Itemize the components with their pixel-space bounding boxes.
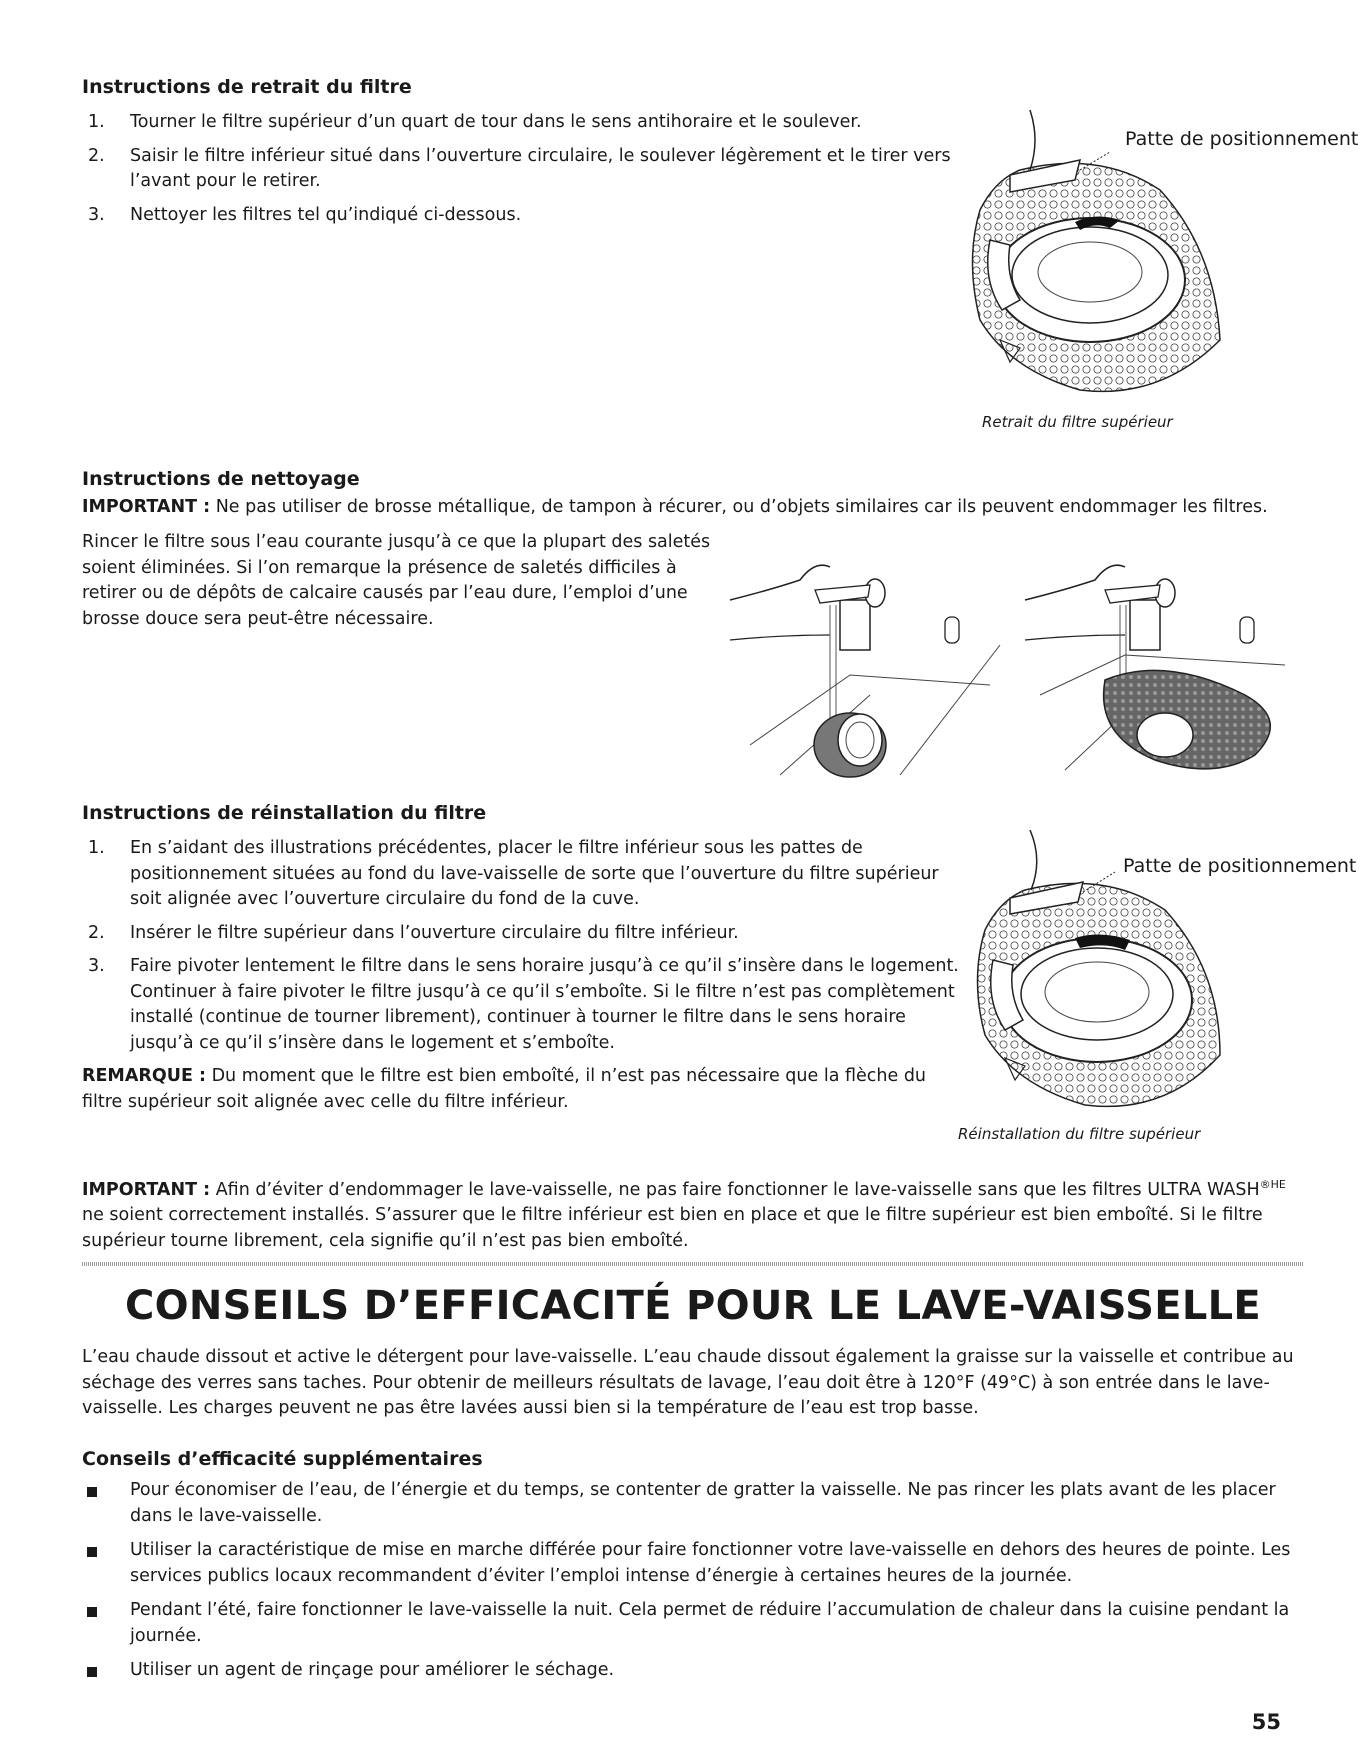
reinstall-figure-label: Patte de positionnement xyxy=(1123,855,1357,877)
list-item: 2. Insérer le filtre supérieur dans l’ouverture circulaire du filtre inférieur. xyxy=(88,922,739,943)
rinse-filter-illustration xyxy=(720,545,1010,780)
important-filters-notice: IMPORTANT : Afin d’éviter d’endommager le lave-vaisselle, ne pas faire fonctionner le lave-vaisselle sans que les filtres ULTRA $WASH^{®HE}$ ne soient correctement installés. S’assurer que le filtre inférieur est bien en place et que le filtre supérieur est bien emboîté. Si le filtre supérieur tourne librement, cela signifie qu’il n’est pas bien emboîté. xyxy=(82,1178,1286,1251)
bullet-icon xyxy=(87,1667,97,1677)
reinstall-steps xyxy=(82,836,962,1064)
bullet-icon xyxy=(87,1607,97,1617)
page-number: 55 xyxy=(1251,1710,1281,1734)
list-item: Utiliser un agent de rinçage pour améliorer le séchage. xyxy=(82,1658,1304,1684)
list-item: Pour économiser de l’eau, de l’énergie et du temps, se contenter de gratter la vaisselle. Ne pas rincer les plats avant de les placer dans le lave-vaisselle. xyxy=(82,1478,1304,1529)
reinstall-heading: Instructions de réinstallation du filtre xyxy=(82,802,487,824)
cleaning-important: IMPORTANT : Ne pas utiliser de brosse métallique, de tampon à récurer, ou d’objets similaires car ils peuvent endommager les filtres. xyxy=(82,497,1268,517)
removal-figure-label: Patte de positionnement xyxy=(1125,128,1359,150)
list-item: 3. Faire pivoter lentement le filtre dans le sens horaire jusqu’à ce qu’il s’insère dans le logement. Continuer à faire pivoter le filtre jusqu’à ce qu’il s’emboîte. Si le filtre n’est pas complètement installé (continue de tourner librement), continuer à tourner le filtre dans le sens horaire jusqu’à ce qu’il s’insère dans le logement et s’emboîte. xyxy=(88,956,959,1053)
list-item: 3. Nettoyer les filtres tel qu’indiqué ci-dessous. xyxy=(88,204,522,225)
removal-heading: Instructions de retrait du filtre xyxy=(82,76,412,98)
cleaning-heading: Instructions de nettoyage xyxy=(82,468,360,490)
tips-intro: L’eau chaude dissout et active le détergent pour lave-vaisselle. L’eau chaude dissout également la graisse sur la vaisselle et contribue au séchage des verres sans taches. Pour obtenir de meilleurs résultats de lavage, l’eau doit être à 120°F (49°C) à son entrée dans le lave-vaisselle. Les charges peuvent ne pas être lavées aussi bien si la température de l’eau est trop basse. xyxy=(82,1347,1294,1418)
page-title: CONSEILS D’EFFICACITÉ POUR LE LAVE-VAISSELLE xyxy=(124,1283,1262,1329)
cleaning-paragraph: Rincer le filtre sous l’eau courante jusqu’à ce que la plupart des saletés soient éliminées. Si l’on remarque la présence de saletés difficiles à retirer ou de dépôts de calcaire causés par l’eau dure, l’emploi d’une brosse douce sera peut-être nécessaire. xyxy=(82,532,711,629)
list-item: 1. En s’aidant des illustrations précédentes, placer le filtre inférieur sous les pattes de positionnement situées au fond du lave-vaisselle de sorte que l’ouverture du filtre supérieur soit alignée avec l’ouverture circulaire du fond de la cuve. xyxy=(88,838,939,909)
reinstall-figure-caption: Réinstallation du filtre supérieur xyxy=(958,1125,1201,1143)
list-item: 2. Saisir le filtre inférieur situé dans l’ouverture circulaire, le soulever légèrement et le tirer vers l’avant pour le retirer. xyxy=(88,145,951,191)
removal-figure-caption: Retrait du filtre supérieur xyxy=(982,413,1173,431)
list-item: Utiliser la caractéristique de mise en marche différée pour faire fonctionner votre lave-vaisselle en dehors des heures de pointe. Les services publics locaux recommandent d’éviter l’emploi intense d’énergie à certaines heures de la journée. xyxy=(82,1538,1304,1589)
bullet-icon xyxy=(87,1487,97,1497)
reinstall-note: REMARQUE : Du moment que le filtre est bien emboîté, il n’est pas nécessaire que la flèche du filtre supérieur soit alignée avec celle du filtre inférieur. xyxy=(82,1066,927,1112)
list-item: 1. Tourner le filtre supérieur d’un quart de tour dans le sens antihoraire et le soulever. xyxy=(88,112,862,132)
removal-steps xyxy=(82,110,952,236)
section-divider xyxy=(82,1262,1304,1266)
tips-list xyxy=(82,1478,1304,1693)
list-item: Pendant l’été, faire fonctionner le lave-vaisselle la nuit. Cela permet de réduire l’accumulation de chaleur dans la cuisine pendant la journée. xyxy=(82,1598,1304,1649)
rinse-lower-filter-illustration xyxy=(1015,545,1300,780)
bullet-icon xyxy=(87,1547,97,1557)
tips-subheading: Conseils d’efficacité supplémentaires xyxy=(82,1448,483,1470)
